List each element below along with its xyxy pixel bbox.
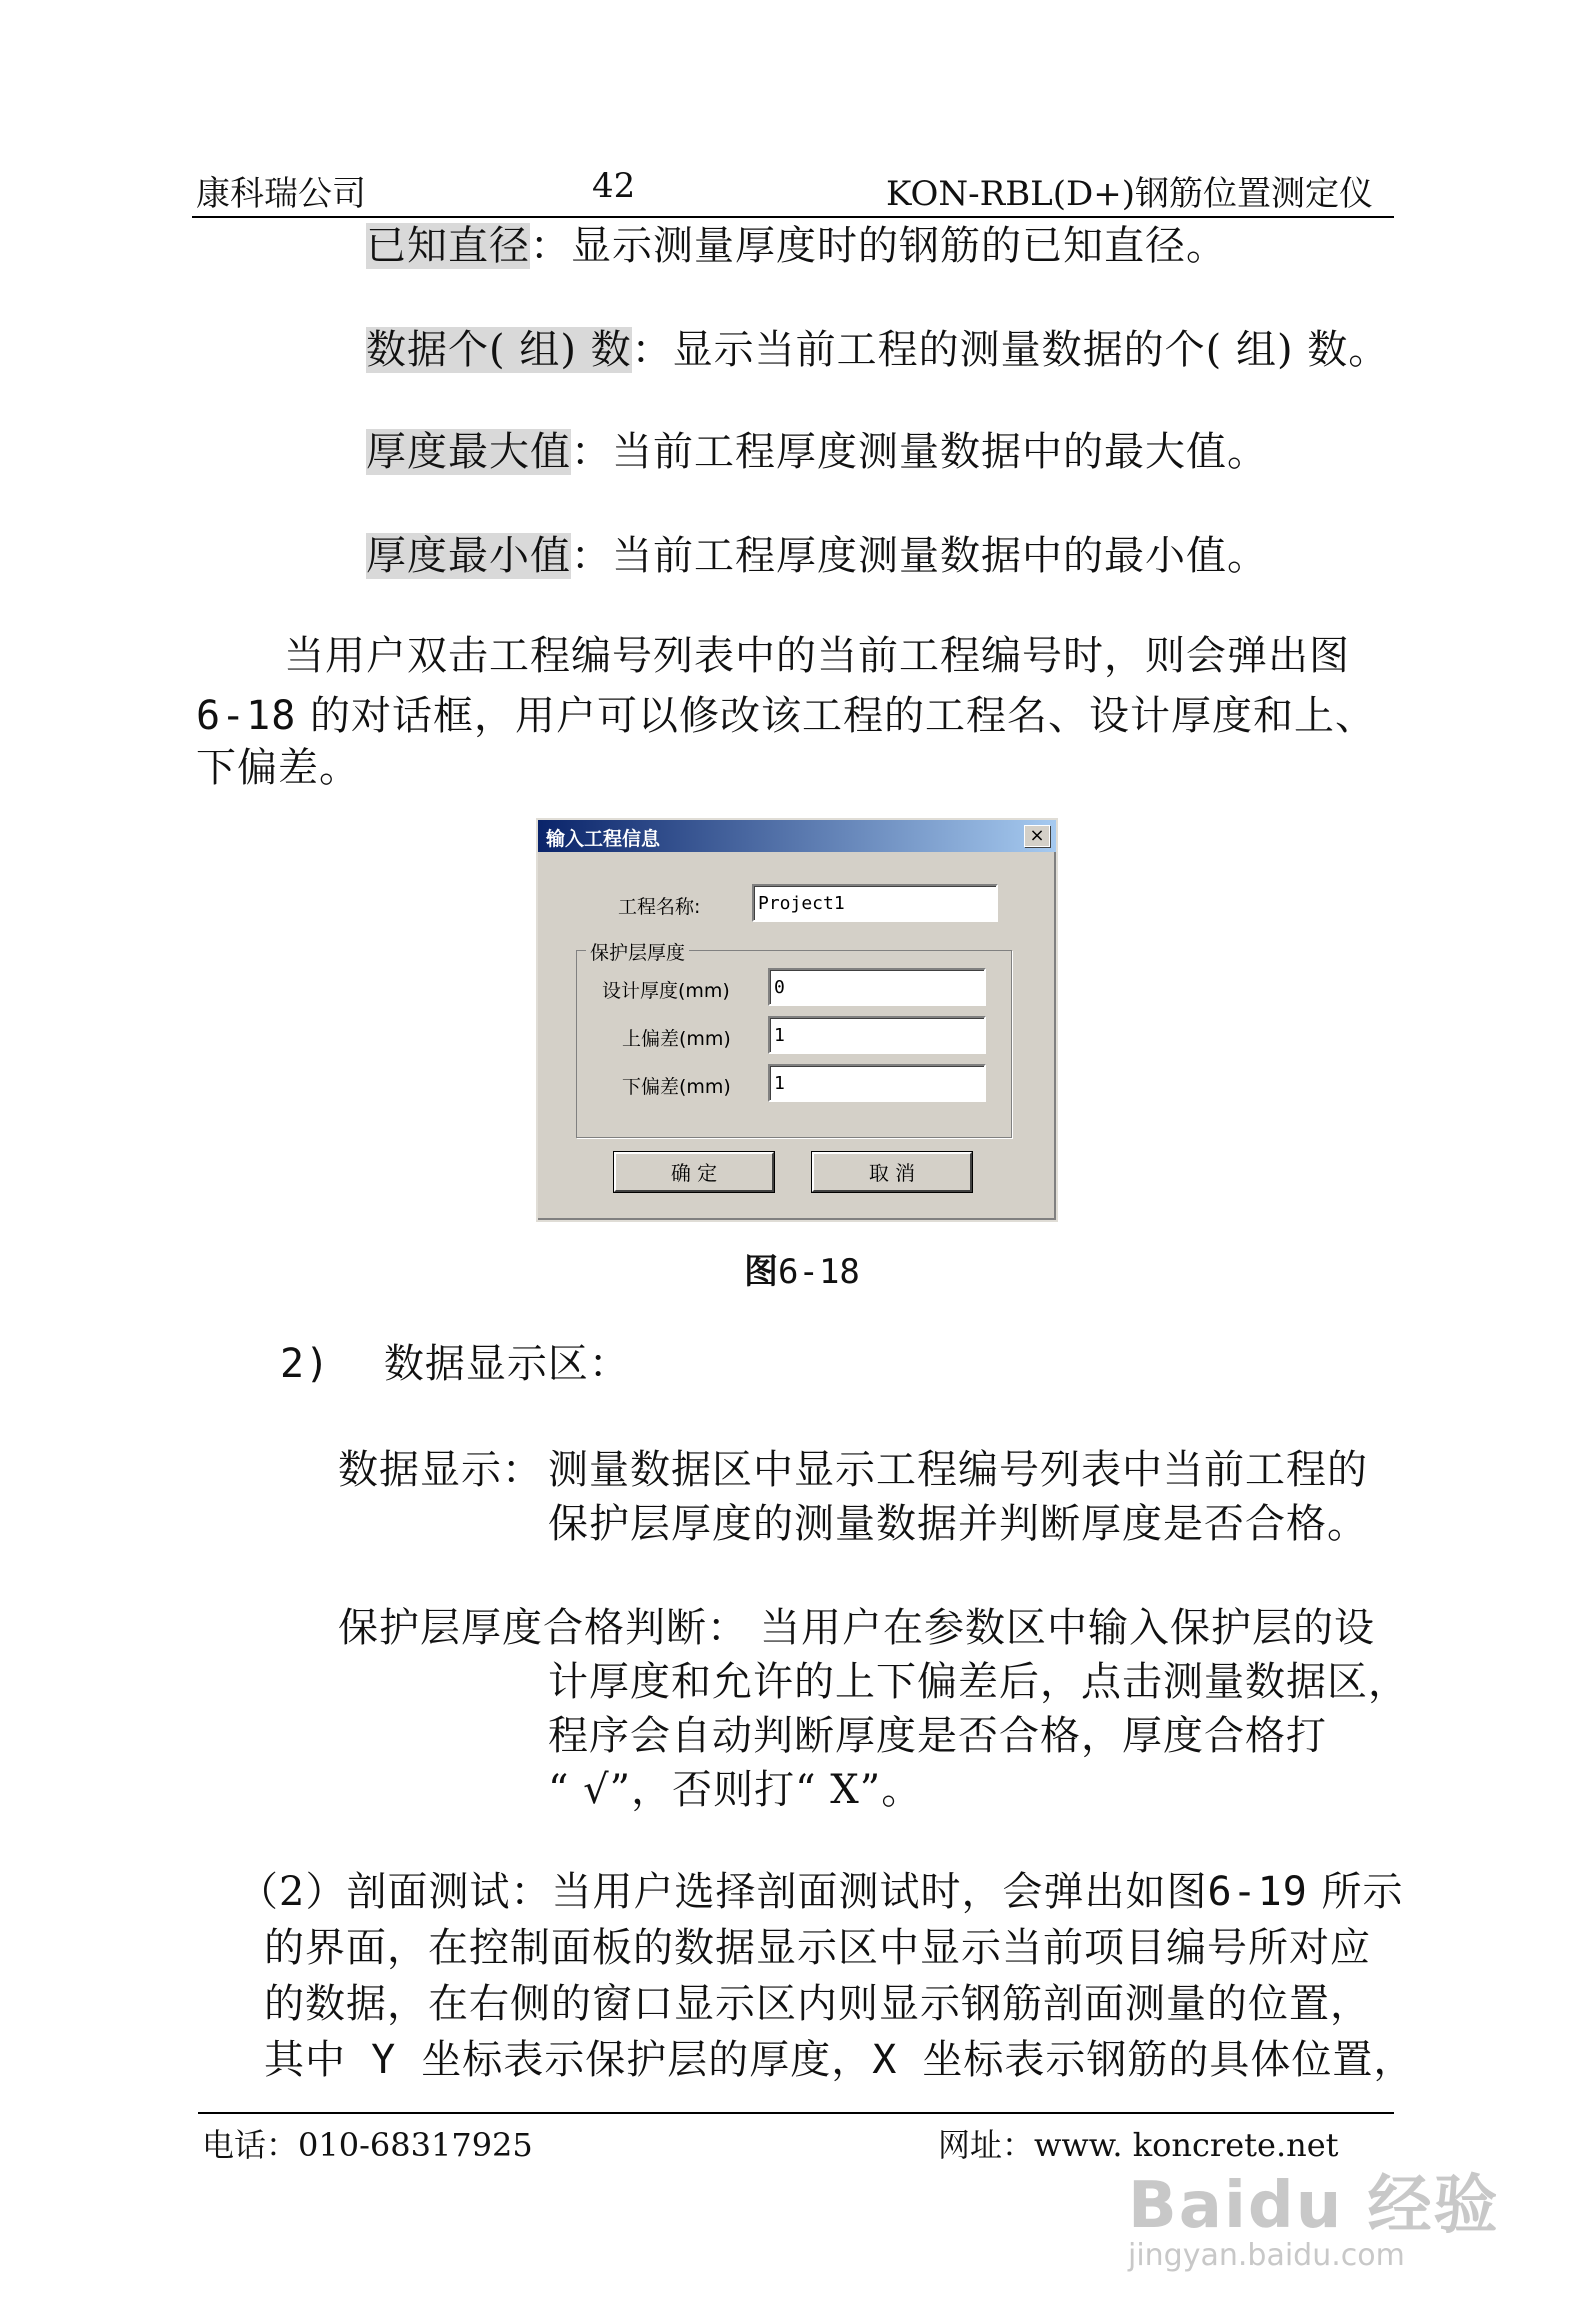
design-thickness-input[interactable]: 0 <box>768 968 986 1006</box>
design-thickness-label: 设计厚度(mm) <box>602 980 730 1002</box>
header-page-number: 42 <box>592 166 636 206</box>
close-icon[interactable]: × <box>1024 825 1050 847</box>
profile-line-1 <box>238 1866 1404 1918</box>
cancel-button[interactable]: 取 消 <box>812 1152 972 1192</box>
dialog-title: 输入工程信息 <box>546 828 661 850</box>
intro-line-1: 当用户双击工程编号列表中的当前工程编号时，则会弹出图 <box>284 633 1350 679</box>
data-display-term: 数据显示： <box>338 1447 543 1493</box>
thickness-group-label: 保护层厚度 <box>586 938 689 965</box>
def-term: 厚度最大值 <box>366 429 571 475</box>
footer-rule <box>198 2112 1394 2114</box>
figure-caption <box>744 1244 860 1293</box>
section-2-number: 2) <box>280 1341 331 1387</box>
profile-figure-ref: 6-19 <box>1207 1869 1308 1915</box>
profile-line-4-a: 其中 <box>264 2037 346 2083</box>
def-desc: ：显示当前工程的测量数据的个( 组) 数。 <box>631 327 1390 373</box>
header-product: KON-RBL(D+)钢筋位置测定仪 <box>886 174 1374 214</box>
profile-y-axis: Y <box>346 2037 422 2083</box>
watermark-url: jingyan.baidu.com <box>1128 2238 1405 2273</box>
judge-line-4: “ √”，否则打“ X”。 <box>548 1767 923 1813</box>
figure-caption-number: 6-18 <box>778 1252 860 1292</box>
profile-line-4 <box>264 2034 1414 2086</box>
def-known-diameter <box>366 220 1227 272</box>
judge-term: 保护层厚度合格判断： <box>338 1605 748 1651</box>
profile-x-axis: X <box>872 2037 923 2083</box>
profile-line-3: 的数据，在右侧的窗口显示区内则显示钢筋剖面测量的位置， <box>264 1981 1371 2027</box>
footer-phone: 电话：010-68317925 <box>202 2126 533 2164</box>
def-term: 数据个( 组) 数 <box>366 327 632 373</box>
profile-line-1-b: 所示 <box>1307 1869 1404 1915</box>
dialog-title-bar[interactable] <box>538 820 1056 852</box>
header-rule <box>192 216 1394 218</box>
upper-deviation-input[interactable]: 1 <box>768 1016 986 1054</box>
def-data-count <box>366 324 1389 376</box>
section-2-heading <box>280 1338 630 1390</box>
project-name-input[interactable]: Project1 <box>752 884 998 922</box>
ok-button[interactable]: 确 定 <box>614 1152 774 1192</box>
header-company: 康科瑞公司 <box>196 174 366 214</box>
data-display-line-1: 测量数据区中显示工程编号列表中当前工程的 <box>548 1447 1368 1493</box>
profile-line-4-b: 坐标表示保护层的厚度， <box>421 2037 873 2083</box>
data-display-line-2: 保护层厚度的测量数据并判断厚度是否合格。 <box>548 1501 1368 1547</box>
judge-line-1: 当用户在参数区中输入保护层的设 <box>760 1605 1375 1651</box>
lower-deviation-input[interactable]: 1 <box>768 1064 986 1102</box>
section-2-title: 数据显示区： <box>383 1341 630 1387</box>
judge-line-2: 计厚度和允许的上下偏差后，点击测量数据区， <box>548 1659 1409 1705</box>
project-name-label: 工程名称: <box>618 896 701 918</box>
judge-line-3: 程序会自动判断厚度是否合格，厚度合格打 <box>548 1713 1327 1759</box>
def-term: 已知直径 <box>366 223 530 269</box>
footer-website[interactable]: 网址：www. koncrete.net <box>938 2126 1339 2164</box>
def-desc: ：显示测量厚度时的钢筋的已知直径。 <box>530 223 1227 269</box>
def-desc: ：当前工程厚度测量数据中的最大值。 <box>571 429 1268 475</box>
intro-line-3: 下偏差。 <box>196 745 360 791</box>
profile-line-1-a: （2）剖面测试：当用户选择剖面测试时，会弹出如图 <box>238 1869 1208 1915</box>
profile-line-2: 的界面，在控制面板的数据显示区中显示当前项目编号所对应 <box>264 1925 1371 1971</box>
def-min-thickness <box>366 530 1268 582</box>
def-desc: ：当前工程厚度测量数据中的最小值。 <box>571 533 1268 579</box>
figure-ref: 6-18 <box>196 693 297 739</box>
intro-line-2 <box>196 690 1376 742</box>
def-term: 厚度最小值 <box>366 533 571 579</box>
dialog-project-info <box>536 818 1058 1222</box>
watermark-brand: Baidu 经验 <box>1128 2169 1500 2243</box>
figure-caption-prefix: 图 <box>744 1252 778 1292</box>
profile-line-4-c: 坐标表示钢筋的具体位置， <box>922 2037 1415 2083</box>
upper-deviation-label: 上偏差(mm) <box>622 1028 731 1050</box>
intro-line-2-text: 的对话框，用户可以修改该工程的工程名、设计厚度和上、 <box>296 693 1377 739</box>
def-max-thickness <box>366 426 1268 478</box>
lower-deviation-label: 下偏差(mm) <box>622 1076 731 1098</box>
